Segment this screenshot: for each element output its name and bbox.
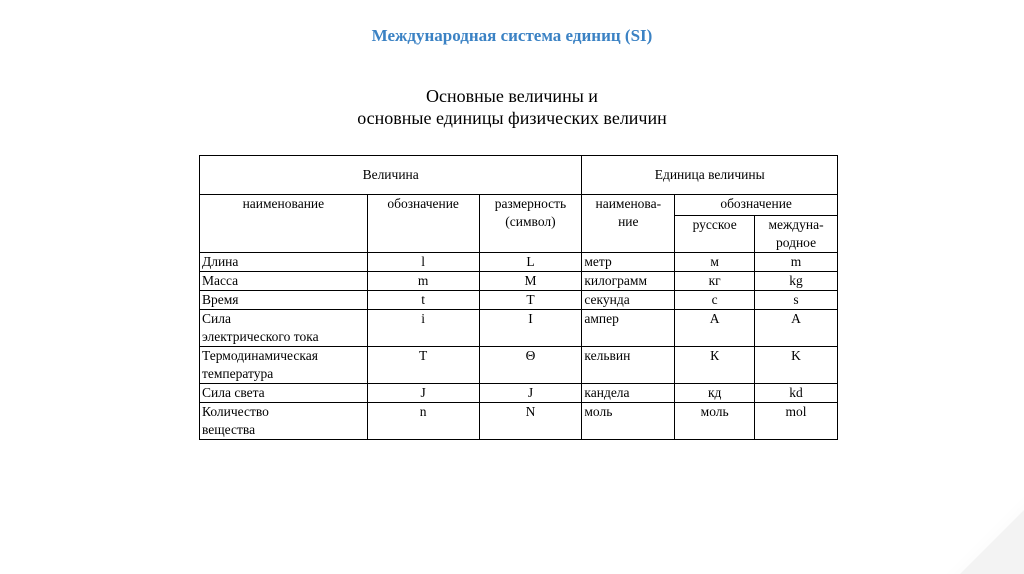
table-heading-line-2: основные единицы физических величин	[357, 108, 667, 128]
cell-international-symbol: kg	[755, 272, 838, 291]
cell-quantity-name-line-1: Термодинамическая	[202, 348, 318, 363]
cell-quantity-name	[200, 403, 368, 440]
cell-international-symbol: s	[755, 291, 838, 310]
cell-dimension: Θ	[479, 347, 582, 384]
cell-dimension: T	[479, 291, 582, 310]
table-row	[200, 347, 838, 384]
header-international-line-1: междуна-	[768, 217, 824, 232]
table-heading-line-1: Основные величины и	[426, 86, 598, 106]
cell-quantity-name	[200, 310, 368, 347]
cell-symbol: m	[367, 272, 479, 291]
header-russian: русское	[675, 216, 755, 253]
header-dimension	[479, 195, 582, 253]
cell-russian-symbol: м	[675, 253, 755, 272]
cell-quantity-name-line-2: температура	[202, 366, 274, 381]
cell-russian-symbol: с	[675, 291, 755, 310]
cell-international-symbol: kd	[755, 384, 838, 403]
cell-unit-name: метр	[582, 253, 675, 272]
header-unit-name-line-2: ние	[618, 214, 639, 229]
cell-international-symbol: A	[755, 310, 838, 347]
cell-symbol: n	[367, 403, 479, 440]
table-row	[200, 403, 838, 440]
table-body	[200, 253, 838, 440]
cell-unit-name: кандела	[582, 384, 675, 403]
header-dimension-line-1: размерность	[494, 196, 567, 211]
cell-unit-name: секунда	[582, 291, 675, 310]
cell-dimension: J	[479, 384, 582, 403]
header-name: наименование	[200, 195, 368, 253]
cell-russian-symbol: кд	[675, 384, 755, 403]
header-symbol: обозначение	[367, 195, 479, 253]
cell-symbol: T	[367, 347, 479, 384]
cell-quantity-name	[200, 291, 368, 310]
cell-international-symbol: mol	[755, 403, 838, 440]
header-unit: Единица величины	[582, 156, 838, 195]
cell-quantity-name-line-1: Время	[202, 292, 239, 307]
header-international	[755, 216, 838, 253]
cell-international-symbol: m	[755, 253, 838, 272]
cell-dimension: N	[479, 403, 582, 440]
table-row	[200, 310, 838, 347]
si-units-table	[199, 155, 838, 440]
cell-quantity-name	[200, 347, 368, 384]
cell-quantity-name	[200, 253, 368, 272]
header-row-columns	[200, 195, 838, 216]
cell-unit-name: килограмм	[582, 272, 675, 291]
table-row	[200, 384, 838, 403]
cell-quantity-name	[200, 272, 368, 291]
slide-title: Международная система единиц (SI)	[371, 26, 653, 45]
cell-quantity-name-line-2: вещества	[202, 422, 256, 437]
cell-quantity-name-line-1: Сила	[202, 311, 231, 326]
cell-unit-name: моль	[582, 403, 675, 440]
cell-unit-name: ампер	[582, 310, 675, 347]
cell-international-symbol: K	[755, 347, 838, 384]
cell-unit-name: кельвин	[582, 347, 675, 384]
page-corner-fold	[960, 510, 1024, 574]
cell-dimension: I	[479, 310, 582, 347]
cell-russian-symbol: моль	[675, 403, 755, 440]
cell-dimension: M	[479, 272, 582, 291]
cell-quantity-name-line-1: Масса	[202, 273, 239, 288]
table-row	[200, 272, 838, 291]
cell-symbol: t	[367, 291, 479, 310]
header-unit-symbol: обозначение	[675, 195, 838, 216]
cell-symbol: J	[367, 384, 479, 403]
cell-quantity-name-line-1: Длина	[202, 254, 239, 269]
header-row-groups	[200, 156, 838, 195]
header-international-line-2: родное	[775, 235, 817, 250]
cell-quantity-name-line-2: электрического тока	[202, 329, 319, 344]
cell-quantity-name-line-1: Сила света	[202, 385, 265, 400]
header-dimension-line-2: (символ)	[505, 214, 556, 229]
cell-quantity-name-line-1: Количество	[202, 404, 269, 419]
cell-russian-symbol: К	[675, 347, 755, 384]
header-quantity: Величина	[200, 156, 582, 195]
table-heading	[0, 85, 1024, 129]
table-row	[200, 291, 838, 310]
cell-symbol: i	[367, 310, 479, 347]
cell-quantity-name	[200, 384, 368, 403]
cell-dimension: L	[479, 253, 582, 272]
table-row	[200, 253, 838, 272]
header-unit-name-line-1: наименова-	[595, 196, 662, 211]
cell-russian-symbol: А	[675, 310, 755, 347]
header-unit-name	[582, 195, 675, 253]
cell-symbol: l	[367, 253, 479, 272]
cell-russian-symbol: кг	[675, 272, 755, 291]
